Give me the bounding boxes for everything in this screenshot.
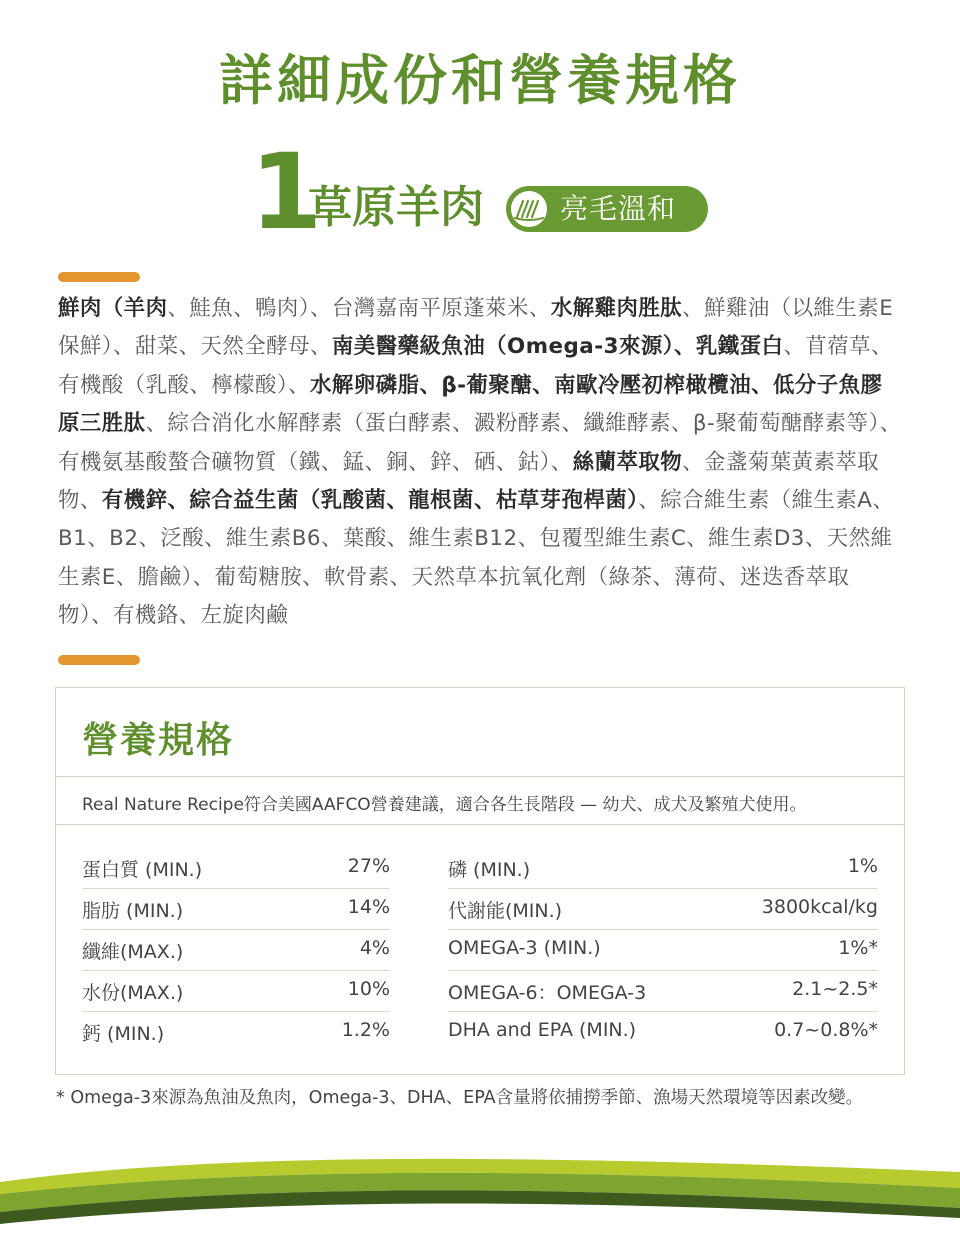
ingredient-segment: 、苜蓿草、有機酸（乳酸、檸檬酸）、 <box>58 334 893 398</box>
spec-label: 蛋白質 (MIN.) <box>82 859 203 881</box>
ingredient-segment: 有機鋅、綜合益生菌（乳酸菌、龍根菌、枯草芽孢桿菌） <box>101 488 639 514</box>
divider <box>56 776 904 777</box>
ingredient-segment: 水解雞肉胜肽 <box>550 296 683 321</box>
spec-label: 磷 (MIN.) <box>448 859 531 881</box>
decorative-wave <box>0 1150 960 1241</box>
spec-label: OMEGA-3 (MIN.) <box>448 937 601 959</box>
spec-column-left <box>82 848 390 1053</box>
spec-value: 10% <box>347 978 390 1000</box>
spec-row <box>82 930 390 971</box>
spec-value: 1%* <box>838 937 878 959</box>
product-tag-badge <box>506 186 708 232</box>
spec-value: 3800kcal/kg <box>761 896 878 918</box>
spec-value: 2.1~2.5* <box>792 978 878 1000</box>
spec-row <box>448 889 878 930</box>
spec-row <box>82 848 390 889</box>
accent-bar <box>58 272 140 282</box>
spec-label: 代謝能(MIN.) <box>448 900 563 922</box>
spec-label: DHA and EPA (MIN.) <box>448 1019 637 1041</box>
spec-value: 4% <box>359 937 390 959</box>
spec-label: 鈣 (MIN.) <box>82 1023 165 1045</box>
ingredient-segment: 、鮮雞油（以維生素E保鮮）、甜菜、天然全酵母、 <box>58 296 894 360</box>
spec-row <box>82 971 390 1012</box>
spec-value: 14% <box>347 896 390 918</box>
fur-icon <box>511 191 547 227</box>
product-name: 草原羊肉 <box>308 182 484 233</box>
spec-value: 1% <box>847 855 878 877</box>
accent-bar <box>58 655 140 665</box>
spec-label: 纖維(MAX.) <box>82 941 184 963</box>
ingredient-segment: 水解卵磷脂、β-葡聚醣、南歐冷壓初榨橄欖油、低分子魚膠原三胜肽 <box>58 372 883 437</box>
ingredient-segment: 、鮭魚、鴨肉）、台灣嘉南平原蓬萊米、 <box>167 296 551 321</box>
spec-label: 脂肪 (MIN.) <box>82 900 184 922</box>
ingredients-text <box>58 290 904 636</box>
page-title: 詳細成份和營養規格 <box>219 49 741 112</box>
spec-value: 1.2% <box>341 1019 390 1041</box>
spec-label: OMEGA-6：OMEGA-3 <box>448 982 647 1004</box>
spec-row <box>448 848 878 889</box>
spec-row <box>448 930 878 971</box>
divider <box>56 824 904 825</box>
nutrition-spec-box <box>55 687 905 1075</box>
ingredient-segment: 鮮肉（羊肉 <box>58 296 168 321</box>
product-number: 1 <box>250 131 323 253</box>
spec-column-right <box>448 848 878 1053</box>
nutrition-title: 營養規格 <box>82 720 235 761</box>
spec-row <box>82 889 390 930</box>
nutrition-description: Real Nature Recipe符合美國AAFCO營養建議，適合各生長階段 — 幼犬、成犬及繁殖犬使用。 <box>82 795 807 815</box>
product-header <box>0 131 960 253</box>
spec-value: 0.7~0.8%* <box>774 1019 878 1041</box>
product-tag-label: 亮毛溫和 <box>560 192 677 225</box>
spec-value: 27% <box>347 855 390 877</box>
spec-label: 水份(MAX.) <box>82 982 184 1004</box>
ingredient-segment: 南美醫藥級魚油（Omega-3來源）、乳鐵蛋白 <box>331 334 784 360</box>
ingredient-segment: 、綜合消化水解酵素（蛋白酵素、澱粉酵素、纖維酵素、β-聚葡萄醣酵素等）、有機氨基酸螯合礦物質（鐵、錳、銅、鋅、硒、鈷）、 <box>58 411 902 475</box>
ingredient-segment: 、金盞菊葉黃素萃取物、 <box>58 449 880 514</box>
ingredient-segment: 、綜合維生素（維生素A、B1、B2、泛酸、維生素B6、葉酸、維生素B12、包覆型維生素C、維生素D3、天然維生素E、膽鹼）、葡萄糖胺、軟骨素、天然草本抗氧化劑（綠茶、薄荷、迷迭香萃取物）、有機鉻、左旋肉鹼 <box>58 488 895 629</box>
spec-row <box>448 1012 878 1053</box>
footnote: * Omega-3來源為魚油及魚肉，Omega-3、DHA、EPA含量將依捕撈季節、漁場天然環境等因素改變。 <box>56 1088 864 1108</box>
spec-row <box>82 1012 390 1053</box>
spec-row <box>448 971 878 1012</box>
ingredient-segment: 絲蘭萃取物 <box>572 449 683 475</box>
